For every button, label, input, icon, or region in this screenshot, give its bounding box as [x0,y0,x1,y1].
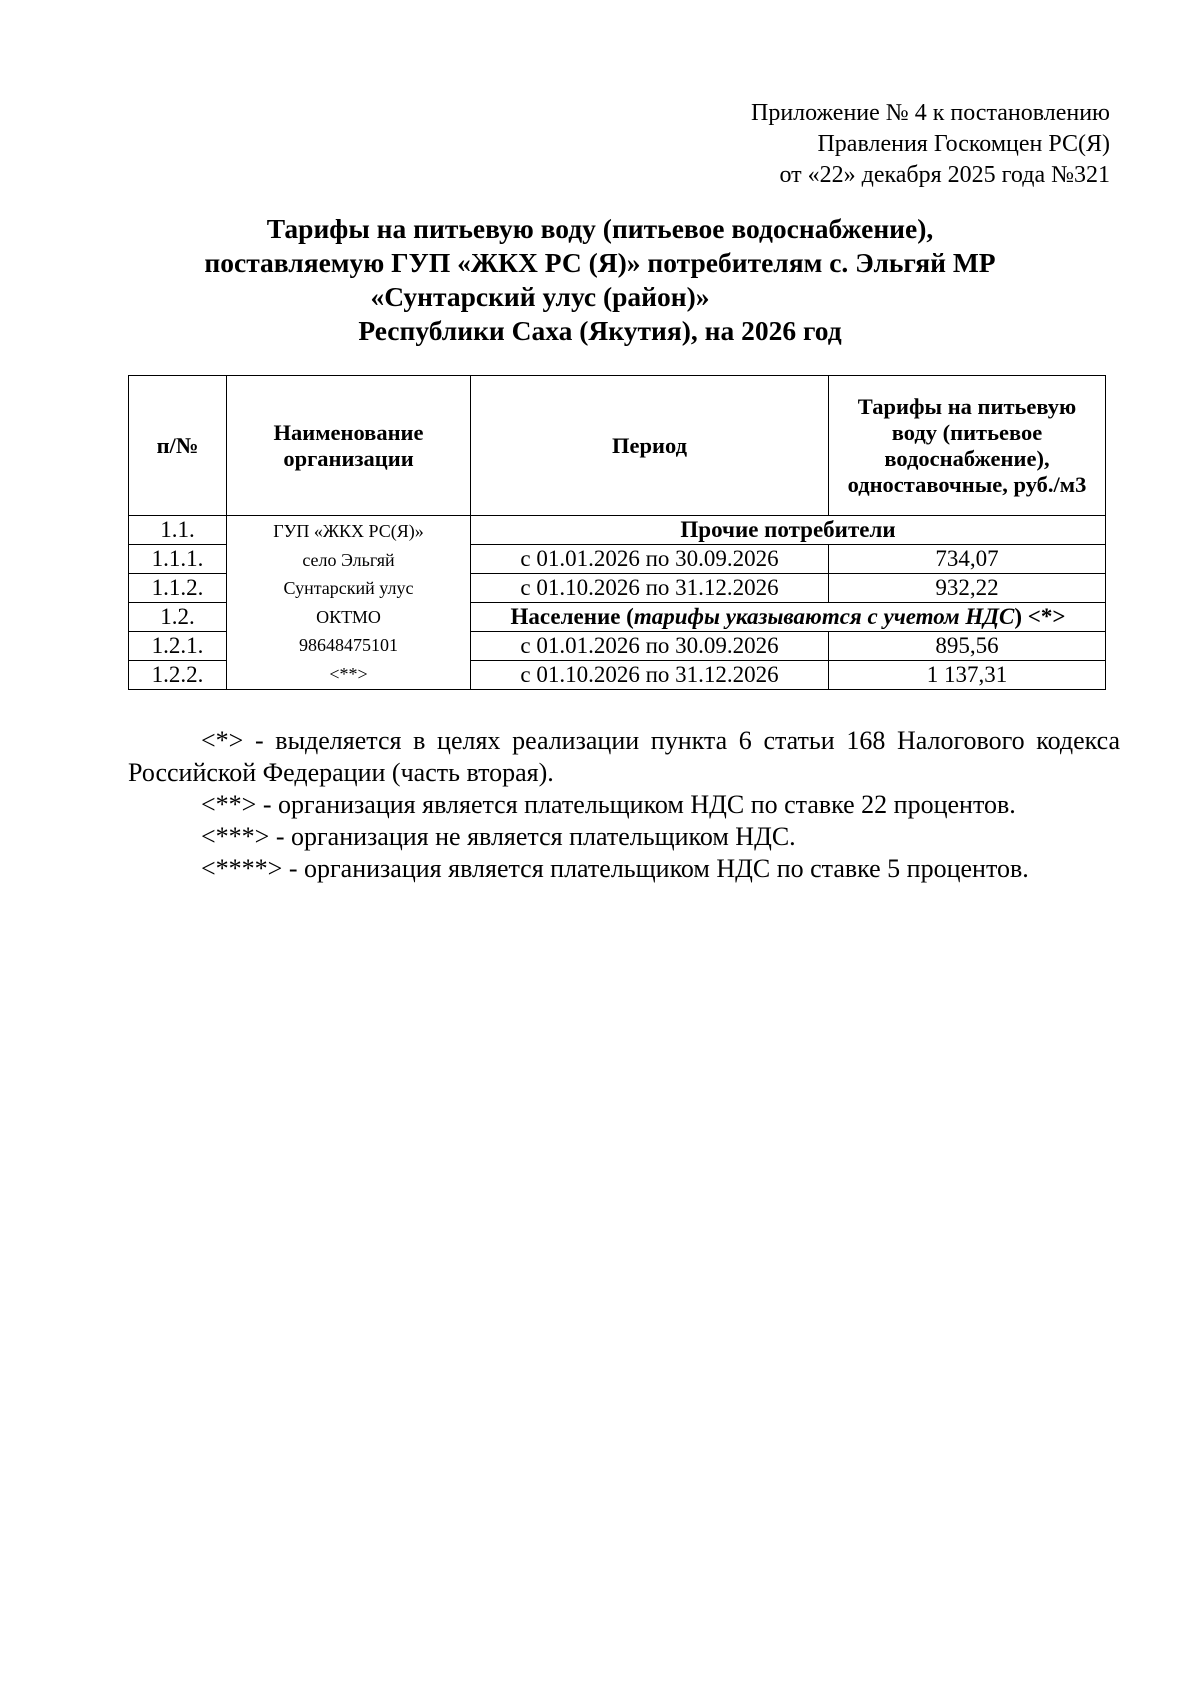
organization-cell [227,516,471,690]
group-population [471,602,1106,631]
header-organization: Наименование организации [227,376,471,516]
group-population-vat-note: тарифы указываются с учетом НДС [633,604,1015,630]
table-row [129,516,1106,545]
group-population-prefix: Население ( [510,604,634,630]
table-header-row [129,376,1106,516]
org-village: село Эльгяй [302,549,395,570]
row-tariff-value: 895,56 [829,631,1106,660]
row-num: 1.2.1. [129,631,227,660]
appendix-line-1: Приложение № 4 к постановлению [750,100,1110,126]
appendix-line-2: Правления Госкомцен РС(Я) [817,131,1110,157]
row-period: с 01.01.2026 по 30.09.2026 [471,631,829,660]
org-oktmo-code: 98648475101 [299,635,398,656]
row-num: 1.1.2. [129,573,227,602]
row-num: 1.2.2. [129,660,227,689]
title-line-1: Тарифы на питьевую воду (питьевое водоснабжение), [266,213,934,244]
org-district: Сунтарский улус [283,578,414,599]
row-tariff-value: 932,22 [829,573,1106,602]
row-num: 1.1. [129,516,227,545]
footnotes [128,725,1120,885]
row-num: 1.2. [129,602,227,631]
org-footnote-mark: <**> [329,663,368,684]
header-tariff: Тарифы на питьевую воду (питьевое водоснабжение), одноставочные, руб./м3 [829,376,1106,516]
title-line-3: «Сунтарский улус (район)» [370,281,710,312]
row-period: с 01.10.2026 по 31.12.2026 [471,573,829,602]
title-line-4: Республики Саха (Якутия), на 2026 год [358,315,842,346]
tariff-table [128,375,1106,690]
document-title [180,212,1020,348]
row-tariff-value: 734,07 [829,544,1106,573]
header-period: Период [471,376,829,516]
org-name: ГУП «ЖКХ РС(Я)» [273,521,424,541]
footnote-4: <****> - организация является плательщиком НДС по ставке 5 процентов. [201,854,1029,883]
row-period: с 01.10.2026 по 31.12.2026 [471,660,829,689]
appendix-line-3: от «22» декабря 2025 года №321 [779,162,1110,188]
header-num: п/№ [129,376,227,516]
title-line-2: поставляемую ГУП «ЖКХ РС (Я)» потребителям с. Эльгяй МР [204,247,996,278]
row-tariff-value: 1 137,31 [829,660,1106,689]
row-num: 1.1.1. [129,544,227,573]
row-period: с 01.01.2026 по 30.09.2026 [471,544,829,573]
group-other-consumers: Прочие потребители [471,516,1106,545]
footnote-2: <**> - организация является плательщиком НДС по ставке 22 процентов. [201,790,1016,819]
appendix-reference [751,98,1110,191]
footnote-1: <*> - выделяется в целях реализации пункта 6 статьи 168 Налогового кодекса Российской Федерации (часть вторая). [128,726,1120,787]
org-oktmo-label: ОКТМО [316,606,381,627]
footnote-3: <***> - организация не является плательщиком НДС. [201,822,796,851]
group-population-suffix: ) <*> [1014,604,1066,630]
